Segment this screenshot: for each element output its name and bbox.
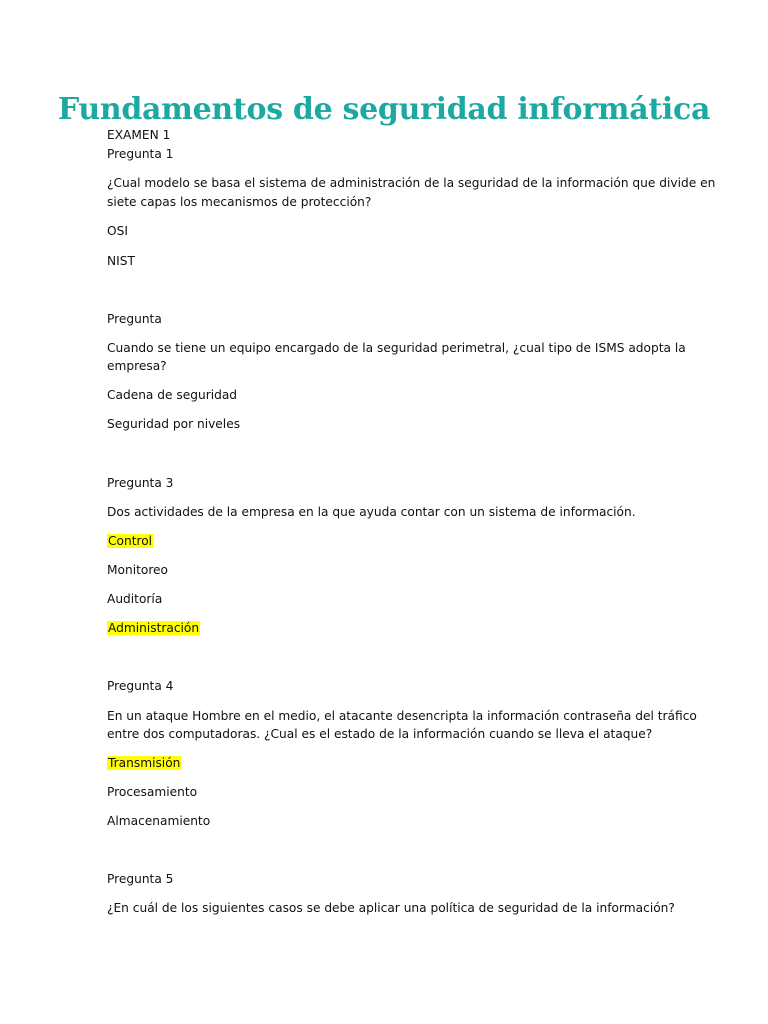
question-2-label: Pregunta <box>107 312 162 326</box>
question-3-option-4-row <box>107 619 667 638</box>
question-2-option-1: Cadena de seguridad <box>107 388 238 402</box>
document-title: Fundamentos de seguridad informática <box>57 92 711 127</box>
question-4-label: Pregunta 4 <box>107 679 174 693</box>
question-4-text-line1: En un ataque Hombre en el medio, el atacante desencripta la información contraseña del tráfico <box>107 709 697 723</box>
question-4-option-2: Procesamiento <box>107 785 198 799</box>
question-4-option-1-highlighted: Transmisión <box>108 756 181 770</box>
question-3-option-4-highlighted: Administración <box>108 621 200 635</box>
question-5-label: Pregunta 5 <box>107 872 174 886</box>
question-1-label: Pregunta 1 <box>107 147 174 161</box>
question-1-text-line1: ¿Cual modelo se basa el sistema de administración de la seguridad de la información que divide en <box>107 176 716 190</box>
question-4-option-3: Almacenamiento <box>107 814 211 828</box>
question-1-option-1: OSI <box>107 224 128 238</box>
question-3-text-line1: Dos actividades de la empresa en la que ayuda contar con un sistema de información. <box>107 505 636 519</box>
question-1-option-2: NIST <box>107 254 135 268</box>
exam-label: EXAMEN 1 <box>107 128 171 142</box>
question-4-option-1-row <box>107 754 667 773</box>
question-3-option-1-row <box>107 532 667 551</box>
question-3-label: Pregunta 3 <box>107 476 174 490</box>
question-2-option-2: Seguridad por niveles <box>107 417 241 431</box>
question-3-option-3: Auditoría <box>107 592 163 606</box>
question-1-text-line2: siete capas los mecanismos de protección? <box>107 195 372 209</box>
question-2-text-line2: empresa? <box>107 359 167 373</box>
question-3-option-2: Monitoreo <box>107 563 169 577</box>
question-4-text-line2: entre dos computadoras. ¿Cual es el estado de la información cuando se lleva el ataque? <box>107 727 653 741</box>
question-3-option-1-highlighted: Control <box>108 534 153 548</box>
question-5-text-line1: ¿En cuál de los siguientes casos se debe aplicar una política de seguridad de la información? <box>107 901 675 915</box>
question-2-text-line1: Cuando se tiene un equipo encargado de la seguridad perimetral, ¿cual tipo de ISMS adopta la <box>107 341 686 355</box>
